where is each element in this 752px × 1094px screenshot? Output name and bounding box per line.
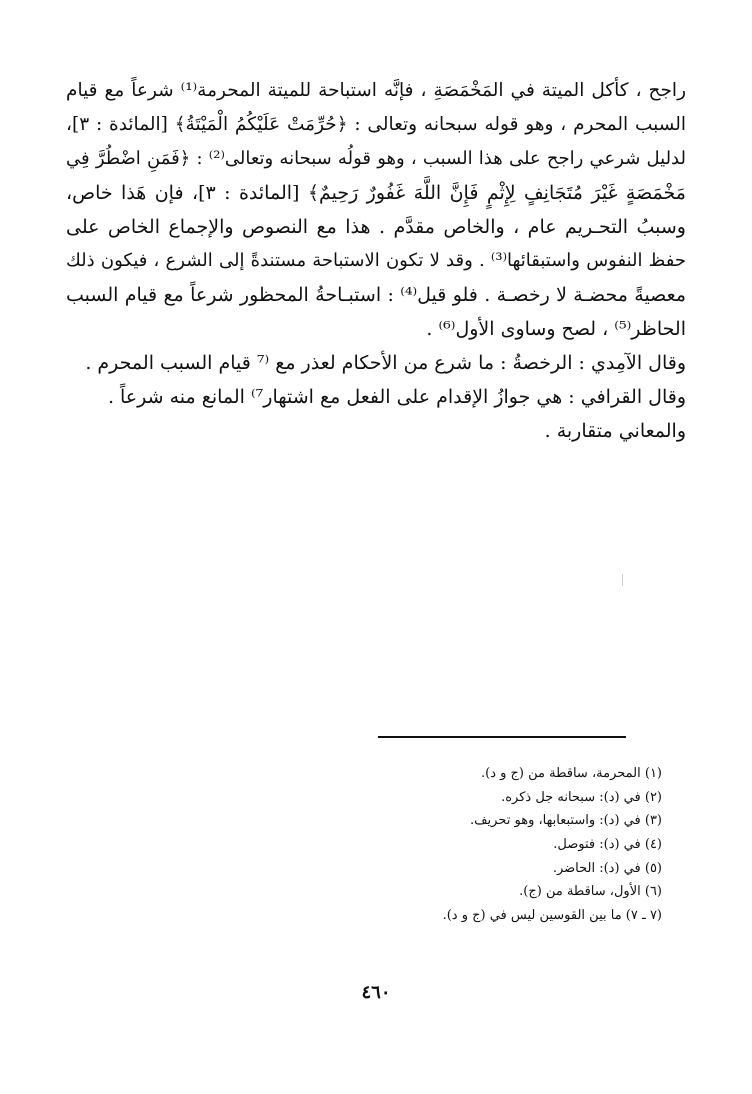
- footnote: (٥) في (د): الحاضر.: [552, 860, 662, 876]
- body-line: والمعاني متقاربة .: [544, 420, 686, 442]
- main-text: [66, 74, 686, 448]
- body-line: حفظ النفوس واستبقائها⁽³⁾ . وقد لا تكون الاستباحة مستندةً إلى الشرع ، فيكون ذلك: [66, 250, 686, 271]
- body-line: وقال القرافي : هي جوازُ الإقدام على الفعل مع اشتهار⁷⁾ المانع منه شرعاً .: [107, 386, 686, 408]
- body-line: لدليل شرعي راجح على هذا السبب ، وهو قولُه سبحانه وتعالى⁽²⁾ : ﴿فَمَنِ اضْطُرَّ فِي: [66, 148, 686, 169]
- scan-speck: [622, 574, 623, 586]
- footnote: (٣) في (د): واستبعابها، وهو تحريف.: [469, 813, 662, 829]
- footnote-separator: [378, 736, 626, 738]
- footnote: (٦) الأول، ساقطة من (ج).: [519, 884, 662, 900]
- footnote: (٢) في (د): سبحانه جل ذكره.: [501, 789, 662, 805]
- body-line: مَخْمَصَةٍ غَيْرَ مُتَجَانِفٍ لِإِثْمٍ فَإِنَّ اللَّهَ غَفُورٌ رَحِيمٌ﴾ [المائدة : ٣]، فإن هَذا خاص،: [66, 182, 686, 204]
- footnote: (١) المحرمة، ساقطة من (ج و د).: [480, 766, 662, 781]
- page-number: ٤٦٠: [361, 982, 391, 1003]
- body-line: راجح ، كأكل الميتة في المَخْمَصَةِ ، فإنَّه استباحة للميتة المحرمة⁽¹⁾ شرعاً مع قيام: [66, 80, 686, 101]
- body-line: وقال الآمِدي : الرخصةُ : ما شرع من الأحكام لعذر مع ⁽⁷ قيام السبب المحرم .: [85, 352, 686, 374]
- footnote: (٧ ـ ٧) ما بين القوسين ليس في (ج و د).: [442, 908, 662, 924]
- body-line: الحاظر⁽⁵⁾ ، لصح وساوى الأول⁽⁶⁾ .: [426, 318, 686, 340]
- body-line: معصيةً محضـة لا رخصـة . فلو قيل⁽⁴⁾ : استبـاحةُ المحظور شرعاً مع قيام السبب: [66, 284, 686, 306]
- footnote: (٤) في (د): فتوصل.: [553, 837, 662, 853]
- body-line: وسببُ التحـريم عام ، والخاص مقدَّم . هذا مع النصوص والإجماع الخاص على: [66, 216, 686, 238]
- body-line: السبب المحرم ، وهو قوله سبحانه وتعالى : ﴿حُرِّمَتْ عَلَيْكُمُ الْمَيْتَةُ﴾ [المائدة : ٣]،: [66, 114, 686, 135]
- footnotes: [242, 762, 662, 928]
